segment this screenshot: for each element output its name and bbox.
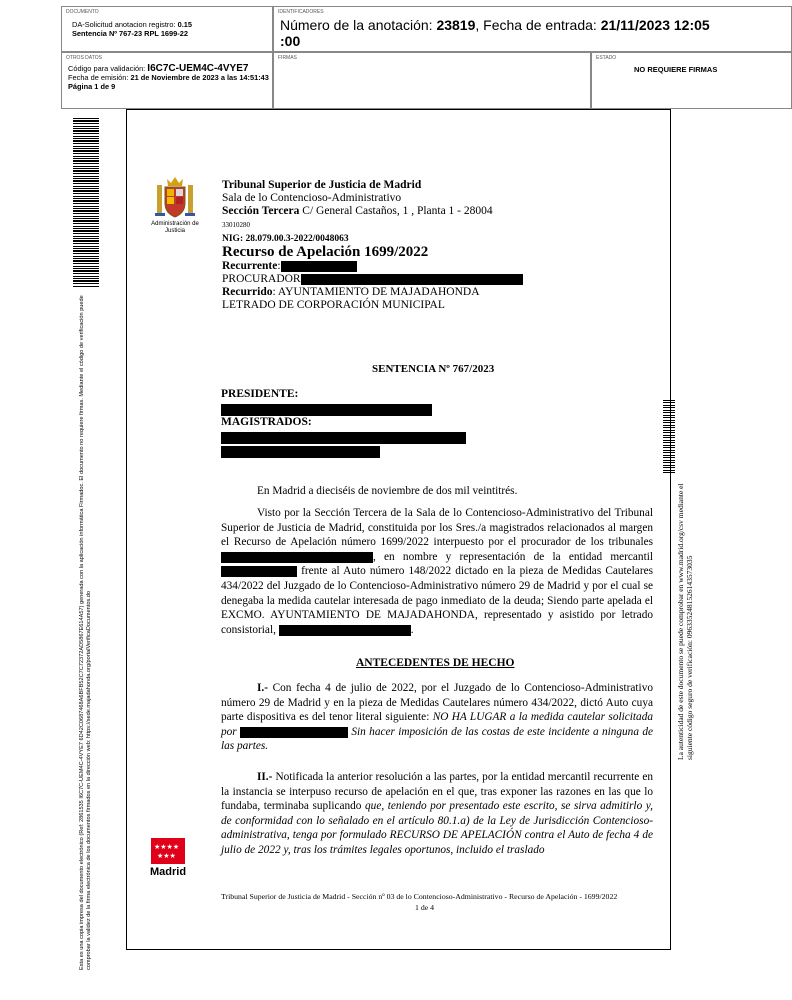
redacted-procurador xyxy=(301,274,523,285)
redacted-recurrente xyxy=(281,261,357,272)
redacted-magistrado-1 xyxy=(221,432,466,444)
redacted-entidad xyxy=(221,566,297,577)
footer-text: Tribunal Superior de Justicia de Madrid - Sección nº 03 de lo Contencioso-Administrativo - Recurso de Apelación - 1699/2022 xyxy=(221,892,618,901)
firmas-label: FIRMAS xyxy=(278,55,297,61)
page-footer xyxy=(221,891,661,912)
side-verification-note: Esta es una copia impresa del documento electrónico (Ref: 2861535 I6C7C-UEM4C-4VYE7 6D42C0687468A6BFB52C7C72372AD5867E614A57) generada con la aplicación informática Firmadoc. El documento no requiere firmas. Mediante el código de verificación puede comprobar la validez de la firma electrónica de los documentos firmados en la dirección web: https://sede.majadahonda.org/portalVerificaDocumentos.do xyxy=(79,295,92,970)
redacted-magistrado-2 xyxy=(221,446,380,458)
documento-line1-value: 0.15 xyxy=(177,20,192,29)
emision-label: Fecha de emisión: xyxy=(68,73,131,82)
fecha-value: 21/11/2023 12:05 xyxy=(600,17,710,33)
tribunal-sala: Sala de lo Contencioso-Administrativo xyxy=(222,192,402,204)
p2-number: II.- xyxy=(257,771,273,783)
firmas-cell xyxy=(273,52,591,109)
tribunal-name: Tribunal Superior de Justicia de Madrid xyxy=(222,179,422,191)
codigo-value: I6C7C-UEM4C-4VYE7 xyxy=(147,63,249,74)
redacted-procurador-2 xyxy=(221,552,373,563)
p1-italic-1: NO HA LUGAR a la medida cautelar solicitada por xyxy=(221,711,653,738)
header-table xyxy=(61,6,792,102)
otros-label: OTROS DATOS xyxy=(66,55,102,61)
crest-label: Administración de Justicia xyxy=(151,221,199,234)
p1-number: I.- xyxy=(257,682,268,694)
pagina: Página 1 de 9 xyxy=(68,82,116,91)
p1-italic-2: Sin hacer imposición de las costas de este incidente a ninguna de las partes. xyxy=(221,725,653,753)
madrid-label: Madrid xyxy=(150,866,187,878)
recurso-title: Recurso de Apelación 1699/2022 xyxy=(222,244,429,260)
documento-line1: DA-Solicitud anotacion registro: xyxy=(72,20,178,29)
svg-text:★★★: ★★★ xyxy=(157,852,176,860)
magistrados-label: MAGISTRADOS: xyxy=(221,416,312,428)
recurrente-label: Recurrente xyxy=(222,260,278,272)
identificadores-label: IDENTIFICADORES xyxy=(278,9,324,15)
documento-label: DOCUMENTO xyxy=(66,9,99,15)
tribunal-address: C/ General Castaños, 1 , Planta 1 - 28004 xyxy=(299,205,493,217)
p2-italic: que, teniendo por presentado este escrito, se sirva admitirlo y, de conformidad con lo señalado en el artículo 80.1.a) de la Ley de Jurisdicción Contencioso-administrativa, tenga por formulado RECURSO DE APELACIÓN contra el Auto de fecha 4 de julio de 2022 y, tras los trámites legales oportunos, incluido el traslado xyxy=(221,800,653,856)
footer-page: 1 de 4 xyxy=(415,903,435,912)
recurrido-value: : AYUNTAMIENTO DE MAJADAHONDA xyxy=(272,286,480,298)
emision-value: 21 de Noviembre de 2023 a las 14:51:43 xyxy=(130,73,269,82)
presidente-label: PRESIDENTE: xyxy=(221,388,299,400)
redacted-presidente xyxy=(221,404,432,416)
p1-text: Con fecha 4 de julio de 2022, por el Juzgado de lo Contencioso-Administrativo número 29 de Madrid y en la pieza de Medidas Cautelares número 434/2022, dictó Auto cuya parte dispositiva es del tenor literal siguiente: xyxy=(221,682,653,724)
codigo-label: Código para validación: xyxy=(68,64,148,73)
anotacion-label: Número de la anotación: xyxy=(280,17,437,33)
documento-line2: Sentencia Nº 767-23 RPL 1699-22 xyxy=(72,29,188,38)
paragraph-2 xyxy=(221,770,653,858)
otros-datos-cell xyxy=(61,52,273,109)
documento-cell xyxy=(61,6,273,52)
tribunal-seccion: Sección Tercera xyxy=(222,205,300,217)
anotacion-number: 23819 xyxy=(436,17,476,33)
coat-of-arms-icon xyxy=(155,175,195,221)
redacted-letrado xyxy=(279,625,411,636)
tribunal-block: Tribunal Superior de Justicia de Madrid Sala de lo Contencioso-Administrativo Sección Tercera C/ General Castaños, 1 , Planta 1 - 28004 33010280 NIG: 28.079.00.3-2022/0048063 Recurso de Apelación 1699/2022 Recurrente: PROCURADOR Recurrido: AYUNTAMIENTO DE MAJADAHONDA LETRADO DE CORPORACIÓN MUNICIPAL xyxy=(222,179,642,312)
letrado: LETRADO DE CORPORACIÓN MUNICIPAL xyxy=(222,299,445,311)
p2-text: Notificada la anterior resolución a las partes, por la entidad mercantil recurrente en la instancia se interpuso recurso de apelación en el que, tras exponer las razones en las que lo fundaba, terminaba suplicando xyxy=(221,771,653,813)
visto-part2: , en nombre y representación de la entidad mercantil xyxy=(373,550,653,563)
sentencia-number: SENTENCIA Nº 767/2023 xyxy=(372,363,495,375)
csv-verification-note: La autenticidad de este documento se puede comprobar en www.madrid.org/csv mediante el siguiente código seguro de verificación: 0963352481526143573035 xyxy=(676,483,694,760)
procurador-label: PROCURADOR xyxy=(222,273,301,285)
nig: NIG: 28.079.00.3-2022/0048063 xyxy=(222,234,349,244)
antecedentes-heading: ANTECEDENTES DE HECHO xyxy=(356,657,515,669)
left-barcode xyxy=(73,118,99,288)
redacted-solicitante xyxy=(240,727,348,738)
visto-part1: Visto por la Sección Tercera de la Sala de lo Contencioso-Administrativo del Tribunal Superior de Justicia de Madrid, constituida por los Sres./a magistrados relacionados al margen el Recurso de Apelación número 1699/2022 interpuesto por el procurador de los tribunales xyxy=(221,507,653,549)
identificadores-cell xyxy=(273,6,792,52)
visto-part4: . xyxy=(410,623,414,636)
estado-value: NO REQUIERE FIRMAS xyxy=(634,65,718,74)
madrid-stars-logo xyxy=(151,838,185,864)
fecha-lugar-text: En Madrid a dieciséis de noviembre de dos mil veintitrés. xyxy=(257,485,518,497)
fecha-label: , Fecha de entrada: xyxy=(475,17,601,33)
recurrido-label: Recurrido xyxy=(222,286,273,298)
svg-text:★★★★: ★★★★ xyxy=(154,843,180,851)
paragraph-visto xyxy=(221,506,653,637)
estado-cell xyxy=(591,52,792,109)
visto-part3: frente al Auto número 148/2022 dictado en la pieza de Medidas Cautelares 434/2022 del Juzgado de lo Contencioso-Administrativo número 29 de Madrid y por el cual se denegaba la medida cautelar interesada de pago inmediato de la deuda; Siendo parte apelada el EXCMO. AYUNTAMIENTO DE MAJADAHONDA, representado y asistido por letrado consistorial, xyxy=(221,565,653,636)
fecha-value-cont: :00 xyxy=(280,33,301,49)
tribunal-code: 33010280 xyxy=(222,221,250,229)
estado-label: ESTADO xyxy=(596,55,617,61)
paragraph-1 xyxy=(221,681,653,754)
fecha-lugar xyxy=(221,484,653,499)
